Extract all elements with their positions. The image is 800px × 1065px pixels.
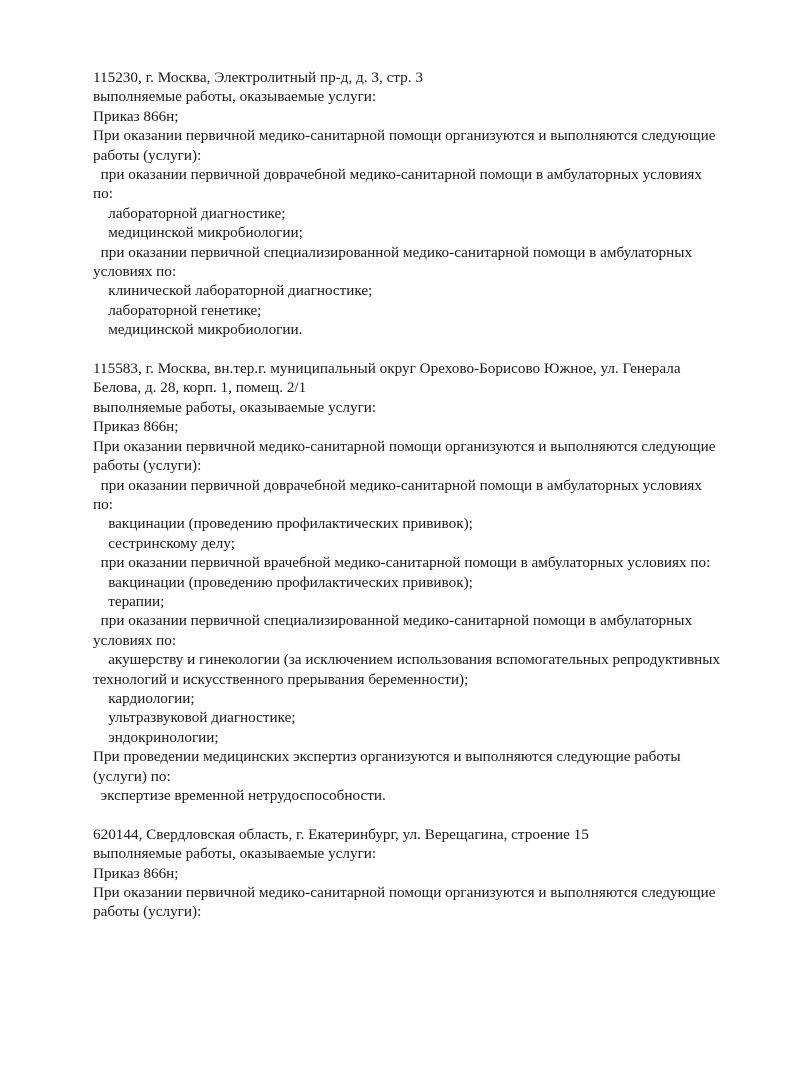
text-line: вакцинации (проведению профилактических прививок); — [93, 573, 473, 591]
text-line: по: — [93, 495, 113, 513]
text-line: клинической лабораторной диагностике; — [93, 282, 373, 300]
text-line: При проведении медицинских экспертиз организуются и выполняются следующие работы — [93, 748, 681, 766]
text-line: работы (услуги): — [93, 903, 202, 921]
address-section-1 — [93, 68, 773, 340]
text-line: работы (услуги): — [93, 457, 202, 475]
text-line: при оказании первичной врачебной медико-санитарной помощи в амбулаторных условиях по: — [93, 554, 711, 572]
text-line: вакцинации (проведению профилактических прививок); — [93, 515, 473, 533]
text-line: эндокринологии; — [93, 728, 219, 746]
address-line: 620144, Свердловская область, г. Екатеринбург, ул. Верещагина, строение 15 — [93, 825, 589, 843]
text-line: выполняемые работы, оказываемые услуги: — [93, 845, 377, 863]
text-line: Приказ 866н; — [93, 418, 179, 436]
text-line: лабораторной генетике; — [93, 301, 262, 319]
text-line: При оказании первичной медико-санитарной помощи организуются и выполняются следующие — [93, 437, 716, 455]
text-line: Приказ 866н; — [93, 107, 179, 125]
text-line: медицинской микробиологии. — [93, 321, 303, 339]
text-line: ультразвуковой диагностике; — [93, 709, 296, 727]
document-page — [93, 68, 773, 941]
text-line: Приказ 866н; — [93, 864, 179, 882]
text-line: сестринскому делу; — [93, 534, 235, 552]
text-line: При оказании первичной медико-санитарной помощи организуются и выполняются следующие — [93, 884, 716, 902]
address-line: 115583, г. Москва, вн.тер.г. муниципальный округ Орехово-Борисово Южное, ул. Генерала — [93, 360, 681, 378]
text-line: При оказании первичной медико-санитарной помощи организуются и выполняются следующие — [93, 127, 716, 145]
text-line: при оказании первичной специализированной медико-санитарной помощи в амбулаторных — [93, 612, 693, 630]
text-line: кардиологии; — [93, 689, 195, 707]
text-line: условиях по: — [93, 263, 177, 281]
address-line: Белова, д. 28, корп. 1, помещ. 2/1 — [93, 379, 307, 397]
text-line: при оказании первичной доврачебной медико-санитарной помощи в амбулаторных условиях — [93, 166, 702, 184]
text-line: терапии; — [93, 592, 165, 610]
address-section-3 — [93, 825, 773, 922]
text-line: при оказании первичной специализированной медико-санитарной помощи в амбулаторных — [93, 243, 693, 261]
text-line: акушерству и гинекологии (за исключением использования вспомогательных репродуктивных — [93, 651, 721, 669]
text-line: медицинской микробиологии; — [93, 224, 303, 242]
text-line: условиях по: — [93, 631, 177, 649]
address-line: 115230, г. Москва, Электролитный пр-д, д. 3, стр. 3 — [93, 69, 423, 86]
text-line: при оказании первичной доврачебной медико-санитарной помощи в амбулаторных условиях — [93, 476, 702, 494]
text-line: экспертизе временной нетрудоспособности. — [93, 787, 386, 805]
text-line: выполняемые работы, оказываемые услуги: — [93, 88, 377, 106]
text-line: работы (услуги): — [93, 146, 202, 164]
text-line: технологий и искусственного прерывания беременности); — [93, 670, 469, 688]
text-line: лабораторной диагностике; — [93, 204, 286, 222]
text-line: по: — [93, 185, 113, 203]
text-line: (услуги) по: — [93, 767, 171, 785]
address-section-2 — [93, 359, 773, 805]
text-line: выполняемые работы, оказываемые услуги: — [93, 398, 377, 416]
